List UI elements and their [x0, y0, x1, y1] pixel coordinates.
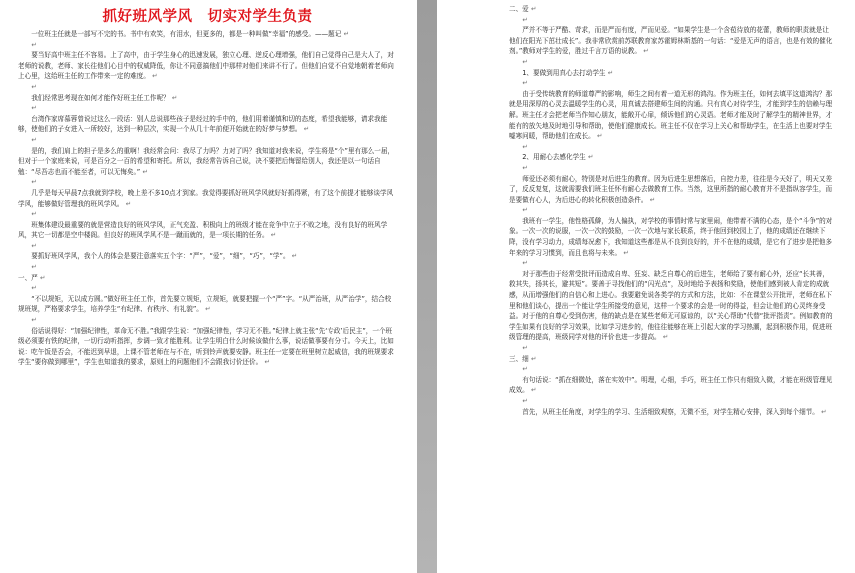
paragraph-mark-icon: ↵ [522, 259, 528, 268]
paragraph-text: 几乎是每天早晨7点我就到学校，晚上差不多10点才到家。我觉得要抓好班风学风就好好抓得紧，有了这个前提才能够谈学风学风，能够做好管理我的班风学风。 [18, 188, 394, 208]
paragraph [18, 326, 397, 368]
paragraph-mark-icon: ↵ [660, 333, 669, 342]
paragraph-text: 1、要做到用真心去打动学生 [522, 68, 606, 77]
empty-paragraph [509, 15, 835, 26]
empty-paragraph [509, 78, 835, 89]
paragraph [509, 25, 835, 57]
empty-paragraph [18, 82, 397, 93]
paragraph-mark-icon: ↵ [528, 354, 537, 363]
empty-paragraph [509, 163, 835, 174]
empty-paragraph [18, 103, 397, 114]
paragraph-mark-icon: ↵ [149, 72, 158, 81]
paragraph-text: 俗话说得好：“加强纪律性，革命无不胜。”我跟学生说：“加强纪律性，学习无不胜。”纪律上就主张“先‘专政’后民主”，一个班级必须要有铁的纪律，一切行动听指挥，步调一致才能胜利。让学生明白什么时候该做什么事，说话做事要有分寸。今天上，比如说：吃午饭是否会，不能迟到早退，上课不管老师在与不在，听到铃声就要安静。班主任一定要在班里树立起威信，我的班规要求学生“要你做到哪里”，学生也知道我的要求，原则上的问题他们不会跟我讨价还价。 [18, 326, 394, 367]
paragraph [18, 50, 397, 82]
paragraph [509, 216, 835, 258]
paragraph-mark-icon: ↵ [31, 241, 37, 250]
paragraph-text: 我们经常思考现在如何才能作好班主任工作呢？ [31, 93, 170, 102]
empty-paragraph [18, 241, 397, 252]
paragraph-mark-icon: ↵ [31, 210, 37, 219]
empty-paragraph [18, 135, 397, 146]
paragraph [18, 188, 397, 209]
paragraph-mark-icon: ↵ [169, 93, 178, 102]
empty-paragraph [18, 315, 397, 326]
document-page-right [437, 0, 855, 573]
paragraph-mark-icon: ↵ [31, 178, 37, 187]
empty-paragraph [18, 40, 397, 51]
paragraph-mark-icon: ↵ [262, 358, 270, 367]
section-heading [509, 4, 835, 15]
page-gap [417, 0, 437, 573]
paragraph-mark-icon: ↵ [37, 273, 46, 282]
paragraph-mark-icon: ↵ [621, 248, 629, 257]
paragraph-mark-icon: ↵ [341, 30, 349, 38]
paragraph [509, 174, 835, 206]
paragraph-text: 台湾作家席慕蓉曾说过这么一段话：别人总说那些孩子是经过的手中的，他们用着谨慎和切的态度，希望我能够，请求我能够，使他们的子女进入一所较好，达到一种层次，实现一个从几十年前便开始就在的好梦与梦想。 [18, 114, 388, 134]
paragraph-text: 要当好高中班主任不容易。上了高中，由于学生身心的迅速发展，独立心理、逆反心理增强，他们自己觉得自己是大人了，对老师的说教，老师、家长往他们心目中的权威降低，你让不同意搞他们中那样对他们来讲不行了。但他们自觉不自觉地朝着老师向上心里，这给班主任的工作带来一定的难度。 [18, 51, 394, 81]
empty-paragraph [509, 343, 835, 354]
empty-paragraph [509, 258, 835, 269]
section-heading [18, 273, 397, 284]
paragraph-mark-icon: ↵ [123, 199, 132, 208]
paragraph-text: 首先，从班主任角度，对学生的学习、生活细致观察，无微不至，对学生精心安排，深入到每个细节。 [522, 407, 819, 416]
document-title: 抓好班风学风 切实对学生负责 [102, 9, 313, 25]
paragraph-mark-icon: ↵ [522, 163, 528, 172]
empty-paragraph [18, 209, 397, 220]
paragraph-mark-icon: ↵ [31, 82, 37, 91]
right-page-body [509, 4, 835, 417]
paragraph [18, 29, 397, 40]
paragraph-mark-icon: ↵ [140, 167, 148, 176]
paragraph-text: 2、用耐心去感化学生 [522, 153, 586, 162]
paragraph-text: 师爱还必须有耐心，特别是对后进生的教育。因为后进生思想落后，自控力差，往往是今天好了，明天又差了，反反复复，这就需要我们班主任怀有耐心去做教育工作。当然，这里所指的耐心教育并不是指纵容学生，而是要做有心人，为后进心的转化积极创造条件。 [509, 174, 833, 204]
paragraph-mark-icon: ↵ [522, 79, 528, 88]
paragraph [509, 68, 835, 79]
section-heading [509, 354, 835, 365]
paragraph-mark-icon: ↵ [522, 15, 528, 24]
paragraph [18, 114, 397, 135]
paragraph-mark-icon: ↵ [818, 407, 827, 416]
paragraph-text: 班集体建设最重要的就是营造良好的班风学风，正气充盈、积极向上的班级才能在竞争中立于不败之地，没有良好的班风学风，其它一切都是空中楼阁。但良好的班风学风不是一蹴而就的，是一项长期的任务。 [18, 220, 388, 240]
paragraph [509, 407, 835, 418]
paragraph-mark-icon: ↵ [522, 344, 528, 352]
empty-paragraph [509, 57, 835, 68]
paragraph [18, 251, 397, 262]
paragraph [18, 146, 397, 178]
paragraph-text: 一位班主任就是一部写不完的书。书中有欢笑，有泪水，但更多的，都是一种叫做“幸福”的感受。——题记 [31, 30, 342, 38]
paragraph [509, 375, 835, 396]
empty-paragraph [509, 364, 835, 375]
paragraph-text: 有句话说：“抓在细微处，落在实效中”。明理，心细，手巧，班主任工作只有细致入微，才能在班级管理见成效。 [509, 375, 833, 395]
paragraph-mark-icon: ↵ [202, 305, 211, 314]
empty-paragraph [509, 396, 835, 407]
paragraph-mark-icon: ↵ [31, 263, 37, 272]
paragraph-text: 是的，我们肩上的担子是多么的重啊！我经常会问：我尽了力吗？力对了吗？我知道对我来说，学生将是“个”里有那么一届，但对于一个家庭来说，可是百分之一百的希望和寄托。所以，我经常告诉自己说，决不要把后悔留给别人，我还是以一句话自勉：“尽吾志也而不能至者，可以无悔矣。” [18, 146, 395, 176]
paragraph-mark-icon: ↵ [522, 396, 528, 405]
paragraph-mark-icon: ↵ [605, 68, 614, 77]
paragraph-mark-icon: ↵ [641, 47, 649, 56]
paragraph-text: 由于受传统教育的师道尊严的影响，师生之间有着一道无形的鸿沟。作为班主任，如何去填平这道鸿沟？那就是用深厚的心灵去温暖学生的心灵，用真诚去搭建师生间的沟通。只有真心对待学生，才能到学生的信赖与理解。班主任才会把老师当作知心朋友，能敞开心扉，倾诉他们的心灵语。老师才能及时了解学生的精神世界，才能有的放矢地及时地引导和帮助，使他们健康成长。班主任不仅在学习上关心和帮助学生，在生活上也要对学生嘘寒问暖，帮助他们在成长。 [509, 89, 833, 141]
paragraph-mark-icon: ↵ [585, 153, 594, 162]
paragraph-mark-icon: ↵ [31, 104, 37, 113]
paragraph-mark-icon: ↵ [522, 142, 528, 151]
paragraph [18, 294, 397, 315]
paragraph-mark-icon: ↵ [31, 135, 37, 144]
paragraph [509, 269, 835, 343]
paragraph-text: 一、严 [18, 273, 38, 282]
paragraph-text: 二、爱 [509, 5, 529, 13]
paragraph [509, 89, 835, 142]
paragraph-mark-icon: ↵ [268, 231, 277, 240]
paragraph-text: 严并不等于严酷、苛求，而是严而有度，严而见爱。“如果学生是一个含苞待放的花蕾，教师的职责就是让他们在阳光下茁壮成长”。我非常欣赏前苏联教育家苏霍姆林斯基的一句话：“爱是无声的语言，也是有效的催化剂。”教师对学生的爱，胜过千言万语的说教。 [509, 26, 833, 56]
paragraph-mark-icon: ↵ [522, 206, 528, 215]
paragraph-mark-icon: ↵ [522, 57, 528, 66]
paragraph-mark-icon: ↵ [31, 40, 37, 49]
paragraph [509, 152, 835, 163]
empty-paragraph [509, 205, 835, 216]
paragraph [18, 93, 397, 104]
empty-paragraph [509, 142, 835, 153]
paragraph-mark-icon: ↵ [528, 386, 537, 395]
paragraph [18, 220, 397, 241]
paragraph-mark-icon: ↵ [647, 195, 656, 204]
empty-paragraph [18, 177, 397, 188]
empty-paragraph [18, 262, 397, 273]
empty-paragraph [18, 283, 397, 294]
paragraph-text: 要抓好班风学风，我个人的体会是要注意落实五个字：“严”，“爱”，“细”，“巧”，“学”。 [31, 252, 290, 261]
paragraph-text: 三、细 [509, 354, 529, 363]
paragraph-mark-icon: ↵ [31, 284, 37, 293]
paragraph-text: 我班有一学生，他性格孤僻，为人偏执，对学校的事情时常与家里闹，他带着不满的心态，是个“斗争”的对象。一次一次的说服，一次一次的鼓励，一次一次地与家长联系，终于他回到校园上了，他的成绩还在继续下降，没有学习动力，成绩每况愈下，我知道这些都是从不良到良好的，并不在他的成绩，是它有了进步是把他多年来的学习习惯到，而且也将与未来。 [509, 216, 833, 257]
paragraph-text: “不以规矩，无以成方圆。”做好班主任工作，首先要立规矩，立规矩，就要把握一个“严”字。“从严治班，从严治学”，结合校规班规，严格要求学生，培养学生“有纪律、有秩序、有礼貌”。 [18, 294, 392, 314]
paragraph-mark-icon: ↵ [594, 132, 603, 141]
left-page-body [18, 29, 397, 368]
paragraph-mark-icon: ↵ [528, 5, 537, 13]
document-page-left [0, 0, 417, 573]
paragraph-mark-icon: ↵ [31, 316, 37, 325]
paragraph-text: 对于那些由于经常受批评而造成自卑、狂妄、缺乏自尊心的后进生，老师给了要有耐心外，还应“长其善，救其失，扬其长，避其短”。要善于寻找他们的“闪光点”，及时地给予表扬和奖励，使他们感到被人肯定的成就感，从而增强他们的自信心和上进心。我要避免说各类学的方式和方法，比如：不在课堂公开批评，老师在私下里和他们谈心，提出一个能让学生所接受的意见，这样一个要求的会是一时的得益，但会让他们的心灵终身受益。对于他的自尊心受到伤害，他的缺点是在某些老师无可原谅的，以“关心帮助”代替“批评指责”。例如教育的学生如果有良好的学习效果，比如学习进步的，他往往能够在班上引起大家的学习热潮，起到积极作用，促进班级管理的提高，班级同学对他的评价也进一步提高。 [509, 269, 833, 342]
paragraph-mark-icon: ↵ [289, 252, 298, 261]
paragraph-mark-icon: ↵ [301, 125, 310, 134]
paragraph-mark-icon: ↵ [522, 365, 528, 374]
